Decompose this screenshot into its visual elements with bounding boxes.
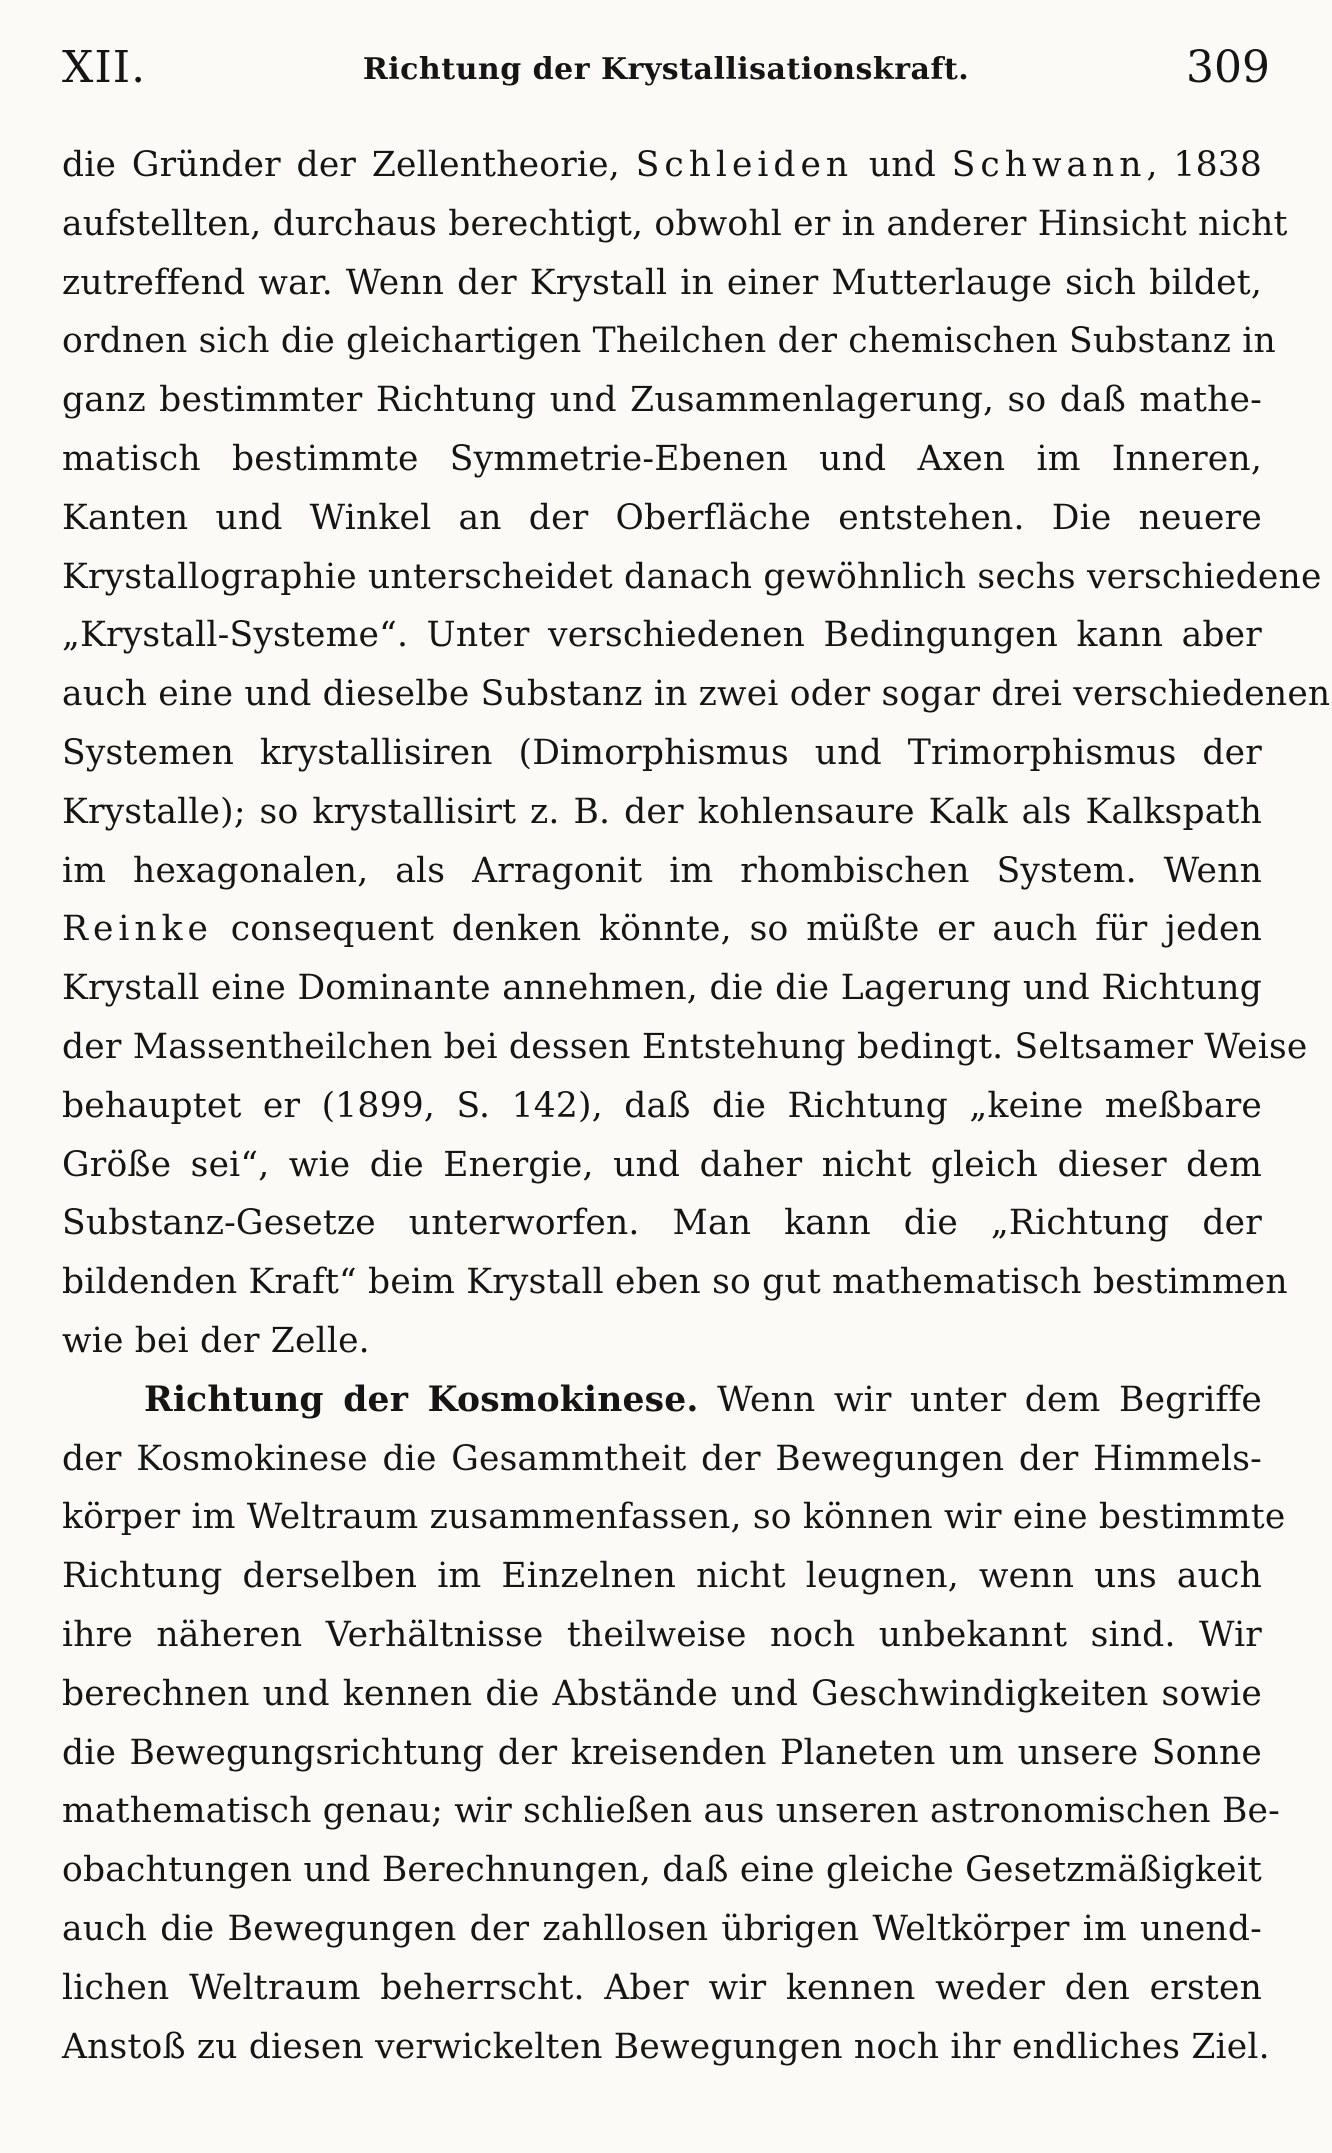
text-line: lichen Weltraum beherrscht. Aber wir kennen weder den ersten	[62, 1967, 1262, 2008]
text-line: Richtung derselben im Einzelnen nicht leugnen, wenn uns auch	[62, 1556, 1262, 1597]
text-line: die Bewegungsrichtung der kreisenden Planeten um unsere Sonne	[62, 1732, 1262, 1773]
text-line: die Gründer der Zellentheorie, Schleiden und Schwann, 1838	[62, 145, 1263, 185]
text-line: Systemen krystallisiren (Dimorphismus und Trimorphismus der	[62, 732, 1262, 773]
text-line: auch die Bewegungen der zahllosen übrigen Weltkörper im unend-	[62, 1908, 1262, 1949]
text-line: Krystalle); so krystallisirt z. B. der kohlensaure Kalk als Kalkspath	[62, 791, 1262, 832]
text-line: körper im Weltraum zusammenfassen, so können wir eine bestimmte	[62, 1497, 1286, 1538]
text-line: auch eine und dieselbe Substanz in zwei oder sogar drei verschiedenen	[62, 674, 1331, 715]
text-line: im hexagonalen, als Arragonit im rhombischen System. Wenn	[62, 850, 1262, 891]
text-line: Richtung der Kosmokinese. Wenn wir unter dem Begriffe	[144, 1379, 1262, 1420]
text-line: der Kosmokinese die Gesammtheit der Bewegungen der Himmels-	[62, 1438, 1262, 1479]
text-line: Substanz-Gesetze unterworfen. Man kann die „Richtung der	[62, 1203, 1262, 1244]
text-line: berechnen und kennen die Abstände und Geschwindigkeiten sowie	[62, 1673, 1262, 1714]
text-line: ganz bestimmter Richtung und Zusammenlagerung, so daß mathe-	[62, 380, 1262, 421]
text-line: wie bei der Zelle.	[62, 1320, 370, 1361]
text-line: behauptet er (1899, S. 142), daß die Richtung „keine meßbare	[62, 1085, 1262, 1126]
running-header	[62, 40, 1270, 100]
text-line: bildenden Kraft“ beim Krystall eben so gut mathematisch bestimmen	[62, 1262, 1288, 1303]
text-line: Krystallographie unterscheidet danach gewöhnlich sechs verschiedene	[62, 556, 1322, 597]
text-line: ordnen sich die gleichartigen Theilchen der chemischen Substanz in	[62, 321, 1276, 362]
text-line: obachtungen und Berechnungen, daß eine gleiche Gesetzmäßigkeit	[62, 1850, 1262, 1891]
section-heading: Richtung der Kosmokinese.	[144, 1379, 699, 1420]
text-line: Kanten und Winkel an der Oberfläche entstehen. Die neuere	[62, 497, 1262, 538]
text-line: Krystall eine Dominante annehmen, die die Lagerung und Richtung	[62, 968, 1262, 1009]
paragraph-2	[62, 1371, 1286, 2077]
page-body	[62, 136, 1331, 2076]
text-line: Größe sei“, wie die Energie, und daher nicht gleich dieser dem	[62, 1144, 1262, 1185]
text-line: zutreffend war. Wenn der Krystall in einer Mutterlauge sich bildet,	[62, 262, 1262, 303]
chapter-number: XII.	[62, 42, 147, 93]
text-line: Reinke consequent denken könnte, so müßte er auch für jeden	[62, 909, 1262, 950]
spaced-name: Schwann	[951, 145, 1147, 185]
text-line: aufstellten, durchaus berechtigt, obwohl er in anderer Hinsicht nicht	[62, 203, 1288, 244]
text-line: der Massentheilchen bei dessen Entstehung bedingt. Seltsamer Weise	[62, 1026, 1308, 1067]
text-line: Anstoß zu diesen verwickelten Bewegungen noch ihr endliches Ziel.	[62, 2026, 1270, 2067]
running-title: Richtung der Krystallisationskraft.	[362, 52, 970, 87]
text-line: „Krystall-Systeme“. Unter verschiedenen Bedingungen kann aber	[62, 615, 1262, 656]
spaced-name: Reinke	[62, 909, 213, 950]
spaced-name: Schleiden	[635, 145, 854, 185]
text-line: mathematisch genau; wir schließen aus unseren astronomischen Be-	[62, 1791, 1281, 1832]
page-number: 309	[1186, 42, 1270, 93]
text-line: matisch bestimmte Symmetrie-Ebenen und Axen im Inneren,	[62, 438, 1262, 479]
paragraph-1	[62, 136, 1331, 1371]
text-line: ihre näheren Verhältnisse theilweise noch unbekannt sind. Wir	[62, 1614, 1262, 1655]
